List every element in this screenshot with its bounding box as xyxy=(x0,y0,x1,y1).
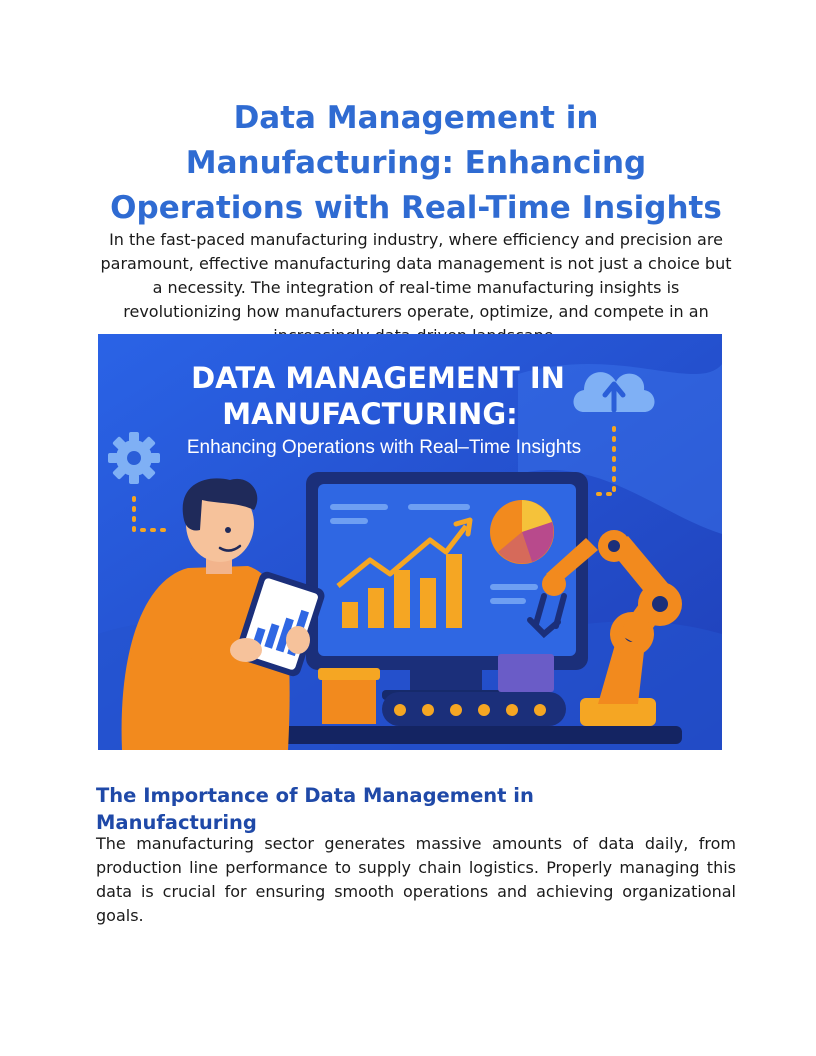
section-body: The manufacturing sector generates massive amounts of data daily, from production line performance to supply chain logistics. Properly managing this data is crucial for ensuring smooth operations and achieving organizational goals. xyxy=(96,834,736,925)
hand xyxy=(286,626,310,654)
hero-subheadline: Enhancing Operations with Real–Time Insights xyxy=(186,437,582,458)
hero-illustration xyxy=(98,334,722,750)
hand xyxy=(230,638,262,662)
page-title: Data Management in Manufacturing: Enhancing Operations with Real-Time Insights xyxy=(110,100,722,226)
hero-headline-line1: DATA MANAGEMENT IN xyxy=(191,361,565,395)
section-heading: The Importance of Data Management in Manufacturing xyxy=(96,784,534,834)
hero-headline-line2: MANUFACTURING: xyxy=(222,397,518,431)
intro-paragraph: In the fast-paced manufacturing industry, where efficiency and precision are paramount, effective manufacturing data management is not just a choice but a necessity. The integration of real-time manufacturing insights is revolutionizing how manufacturers operate, optimize, and compete in an xyxy=(100,230,732,321)
pie-chart-icon xyxy=(490,500,554,564)
gear-icon xyxy=(108,432,160,484)
